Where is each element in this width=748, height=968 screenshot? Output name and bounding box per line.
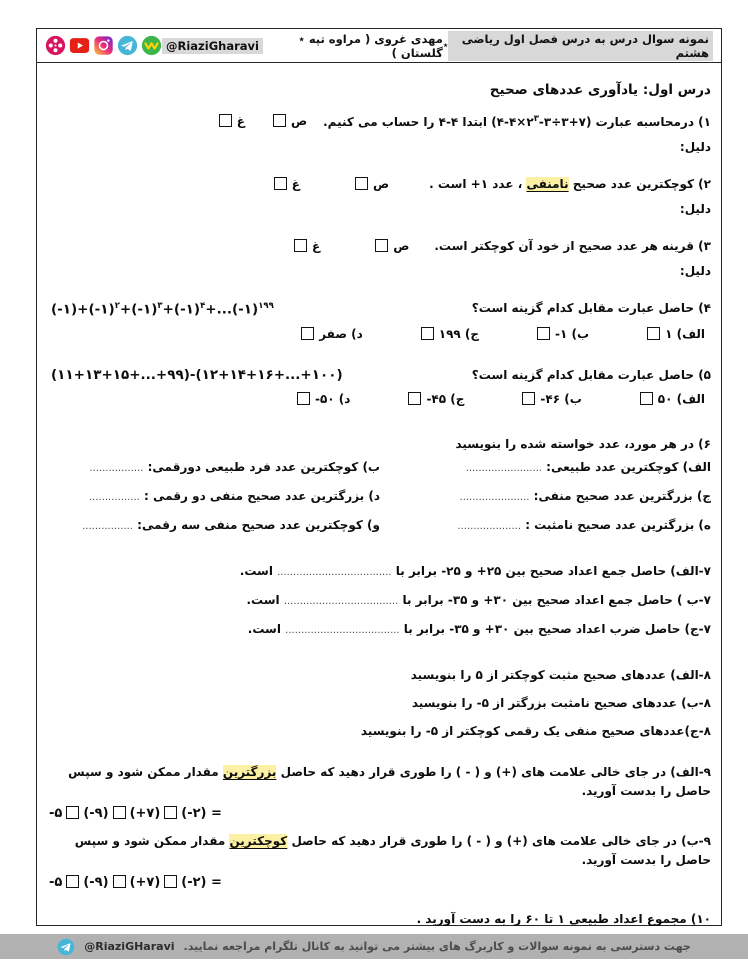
q6-item-text: ج) بزرگترین عدد صحیح منفی: <box>533 488 711 503</box>
question-9a <box>49 763 711 801</box>
answer-blank[interactable]: ................ <box>88 491 140 503</box>
q6-item-f <box>49 516 380 536</box>
equals-sign: = <box>211 805 222 821</box>
question-6-grid <box>49 458 711 536</box>
question-5-options <box>49 390 711 409</box>
footer-text: جهت دسترسی به نمونه سوالات و کاربرگ های بیشتر می توانید به کانال تلگرام مراجعه نمایید. <box>183 940 691 953</box>
checkbox-q4-a[interactable] <box>647 327 660 340</box>
exponent: ۲ <box>114 301 120 311</box>
question-8a: ۸-الف) عددهای صحیح مثبت کوچکتر از ۵ را بنویسید <box>410 667 711 682</box>
q6-item-text: ب) کوچکترین عدد فرد طبیعی دورقمی: <box>147 459 380 474</box>
question-8c: ۸-ج)عددهای صحیح منفی یک رقمی کوچکتر از ۵- را بنویسید <box>360 723 711 738</box>
question-3 <box>49 237 711 256</box>
expr-term: (-۹) <box>83 874 109 890</box>
question-1-text <box>323 110 711 132</box>
question-2-text-end: ، عدد ۱+ است . <box>429 177 523 191</box>
highlighted-word: بزرگترین <box>222 764 277 779</box>
q7a-text: ۷-الف) حاصل جمع اعداد صحیح بین ۲۵+ و ۲۵- برابر با <box>395 563 711 578</box>
false-option-q1 <box>219 112 245 131</box>
question-2 <box>49 175 711 194</box>
answer-blank[interactable]: .................................... <box>283 595 399 607</box>
checkbox-q4-c[interactable] <box>421 327 434 340</box>
q6-item-text: ه) بزرگترین عدد صحیح نامثبت : <box>525 517 711 532</box>
option-d-q4 <box>301 325 363 344</box>
checkbox-q1-true[interactable] <box>273 114 286 127</box>
sign-blank-box[interactable] <box>66 875 79 888</box>
expr-term: (-۲) <box>181 874 207 890</box>
lesson-title: درس اول: یادآوری عددهای صحیح <box>489 82 711 98</box>
expr-part: (۴-۴×۲ <box>491 115 534 129</box>
expr-part: +(-۱) <box>119 301 158 318</box>
false-label: غ <box>311 239 321 253</box>
question-9b-expression <box>49 873 711 892</box>
question-2-text <box>429 175 711 194</box>
worksheet-body <box>37 81 721 929</box>
option-label: ب) ۴۶- <box>540 391 582 406</box>
footer-bar <box>0 934 748 959</box>
true-label: ص <box>372 177 390 191</box>
q7b-suffix: است. <box>246 592 280 607</box>
question-9a-expression <box>49 804 711 823</box>
option-label: د) ۵۰- <box>314 391 351 406</box>
sign-blank-box[interactable] <box>113 806 126 819</box>
expr-part: -۳÷۳+۷) <box>538 115 592 129</box>
question-4-options <box>49 325 711 344</box>
q9a-text-start: ۹-الف) در جای خالی علامت های (+) و ( - ) را طوری قرار دهید که حاصل <box>280 764 711 779</box>
checkbox-q4-b[interactable] <box>537 327 550 340</box>
checkbox-q5-d[interactable] <box>297 392 310 405</box>
false-option-q2 <box>274 175 300 194</box>
option-b-q4 <box>537 325 589 344</box>
q7b-text: ۷-ب ) حاصل جمع اعداد صحیح بین ۳۰+ و ۳۵- برابر با <box>402 592 711 607</box>
checkbox-q3-false[interactable] <box>294 239 307 252</box>
q6-item-text: و) کوچکترین عدد صحیح منفی سه رقمی: <box>137 517 380 532</box>
option-b-q5 <box>522 390 581 409</box>
question-2-text-start: ۲) کوچکترین عدد صحیح <box>572 177 711 191</box>
expr-part: +(-۱) <box>162 301 201 318</box>
answer-blank[interactable]: ........................ <box>465 462 542 474</box>
option-c-q4 <box>421 325 479 344</box>
question-6-header: ۶) در هر مورد، عدد خواسته شده را بنویسید <box>455 436 711 451</box>
q6-item-b <box>49 458 380 478</box>
sign-blank-box[interactable] <box>164 875 177 888</box>
question-4-expression <box>51 297 274 320</box>
q6-item-a <box>380 458 711 478</box>
q6-item-d <box>49 487 380 507</box>
question-1-text-end: ابتدا ۴-۴ را حساب می کنیم. <box>323 115 487 129</box>
checkbox-q2-false[interactable] <box>274 177 287 190</box>
option-label: ج) ۴۵- <box>426 391 465 406</box>
expr-term: (-۲) <box>181 805 207 821</box>
aparat-icon <box>45 35 66 56</box>
true-label: ص <box>393 239 410 253</box>
q9b-text-start: ۹-ب) در جای خالی علامت های (+) و ( - ) را طوری قرار دهید که حاصل <box>291 833 711 848</box>
option-label: الف) ۵۰ <box>657 391 705 406</box>
question-7a <box>49 562 711 582</box>
instagram-icon <box>93 35 114 56</box>
expr-term: -۵ <box>49 805 63 821</box>
question-7b <box>49 591 711 611</box>
option-label: الف) ۱ <box>665 326 705 341</box>
question-5 <box>49 366 711 385</box>
expr-term: (+۷) <box>129 874 161 890</box>
checkbox-q5-c[interactable] <box>408 392 421 405</box>
answer-blank[interactable]: .................... <box>457 520 521 532</box>
question-5-text: ۵) حاصل عبارت مقابل کدام گزینه است؟ <box>471 367 711 382</box>
q6-item-e <box>380 516 711 536</box>
question-4 <box>49 297 711 320</box>
highlighted-word: نامنفی <box>526 177 569 191</box>
true-option-q1 <box>273 112 307 131</box>
worksheet-title: نمونه سوال درس به درس فصل اول ریاضی هشتم <box>448 31 713 61</box>
checkbox-q1-false[interactable] <box>219 114 232 127</box>
expr-term: -۵ <box>49 874 63 890</box>
sign-blank-box[interactable] <box>66 806 79 819</box>
false-option-q3 <box>294 237 320 256</box>
option-label: ب) ۱- <box>555 326 590 341</box>
question-1 <box>49 110 711 132</box>
question-4-text: ۴) حاصل عبارت مقابل کدام گزینه است؟ <box>471 300 711 315</box>
question-7c <box>49 620 711 640</box>
checkbox-q5-a[interactable] <box>640 392 653 405</box>
youtube-icon <box>69 35 90 56</box>
footer-telegram-icon <box>57 938 75 956</box>
q6-item-c <box>380 487 711 507</box>
question-8b: ۸-ب) عددهای صحیح نامثبت بزرگتر از ۵- را بنویسید <box>411 695 711 710</box>
expr-part: +...(-۱) <box>205 301 259 318</box>
exponent: ۳ <box>157 301 163 311</box>
option-label: د) صفر <box>319 326 363 341</box>
expr-term: (+۷) <box>129 805 161 821</box>
true-option-q2 <box>355 175 389 194</box>
option-a-q5 <box>640 390 705 409</box>
reason-label-q2: دلیل: <box>679 202 711 216</box>
answer-blank[interactable]: ................ <box>82 520 133 532</box>
true-label: ص <box>290 113 308 128</box>
exponent: ۴ <box>200 301 206 311</box>
separator-star: ٭ <box>442 40 449 51</box>
sign-blank-box[interactable] <box>164 806 177 819</box>
option-a-q4 <box>647 325 705 344</box>
answer-blank[interactable]: .................................... <box>277 566 392 578</box>
equals-sign: = <box>211 874 222 890</box>
q7c-suffix: است. <box>247 621 281 636</box>
social-icons <box>45 35 162 56</box>
exponent: ۳ <box>533 114 539 124</box>
q6-item-text: الف) کوچکترین عدد طبیعی: <box>546 459 711 474</box>
question-1-text-start: ۱) درمحاسبه عبارت <box>595 115 711 129</box>
option-d-q5 <box>297 390 350 409</box>
checkbox-q4-d[interactable] <box>301 327 314 340</box>
answer-blank[interactable]: ...................... <box>459 491 530 503</box>
footer-handle: @RiaziGHaravi <box>84 940 175 953</box>
highlighted-word: کوچکترین <box>229 833 288 848</box>
answer-blank[interactable]: .................................... <box>285 624 400 636</box>
q7c-text: ۷-ج) حاصل ضرب اعداد صحیح بین ۳۰+ و ۳۵- برابر با <box>403 621 711 636</box>
bale-messenger-icon <box>141 35 162 56</box>
exponent: ۱۹۹ <box>258 301 274 311</box>
reason-label-q1: دلیل: <box>679 140 711 154</box>
expr-part: (-۱)+(-۱) <box>51 301 115 318</box>
checkbox-q5-b[interactable] <box>522 392 535 405</box>
question-3-text: ۳) قرینه هر عدد صحیح از خود آن کوچکتر است. <box>434 239 711 253</box>
checkbox-q2-true[interactable] <box>355 177 368 190</box>
question-1-expression <box>491 110 591 132</box>
false-label: غ <box>291 177 300 191</box>
question-5-expression: (۱۱+۱۳+۱۵+...+۹۹)-(۱۲+۱۴+۱۶+...+۱۰۰) <box>51 366 343 383</box>
sign-blank-box[interactable] <box>113 875 126 888</box>
author-name: مهدی غروی ( مراوه تپه ٭ گلستان ) <box>298 31 443 60</box>
false-label: غ <box>236 113 245 128</box>
answer-blank[interactable]: ................. <box>89 462 144 474</box>
q9b-text-end: مقدار ممکن شود و سپس حاصل را بدست آورید. <box>74 833 711 867</box>
telegram-icon <box>117 35 138 56</box>
question-9b <box>49 832 711 870</box>
question-10: ۱۰) مجموع اعداد طبیعی ۱ تا ۶۰ را به دست آورید . <box>416 911 711 926</box>
expr-term: (-۹) <box>83 805 109 821</box>
true-option-q3 <box>375 237 409 256</box>
option-c-q5 <box>408 390 464 409</box>
q9a-text-end: مقدار ممکن شود و سپس حاصل را بدست آورید. <box>68 764 711 798</box>
checkbox-q3-true[interactable] <box>375 239 388 252</box>
option-label: ج) ۱۹۹ <box>438 326 480 341</box>
reason-label-q3: دلیل: <box>679 264 711 278</box>
q7a-suffix: است. <box>239 563 273 578</box>
content-border-box <box>36 28 722 926</box>
social-handle: @RiaziGharavi <box>162 38 263 54</box>
q6-item-text: د) بزرگترین عدد صحیح منفی دو رقمی : <box>144 488 380 503</box>
header <box>37 29 721 63</box>
